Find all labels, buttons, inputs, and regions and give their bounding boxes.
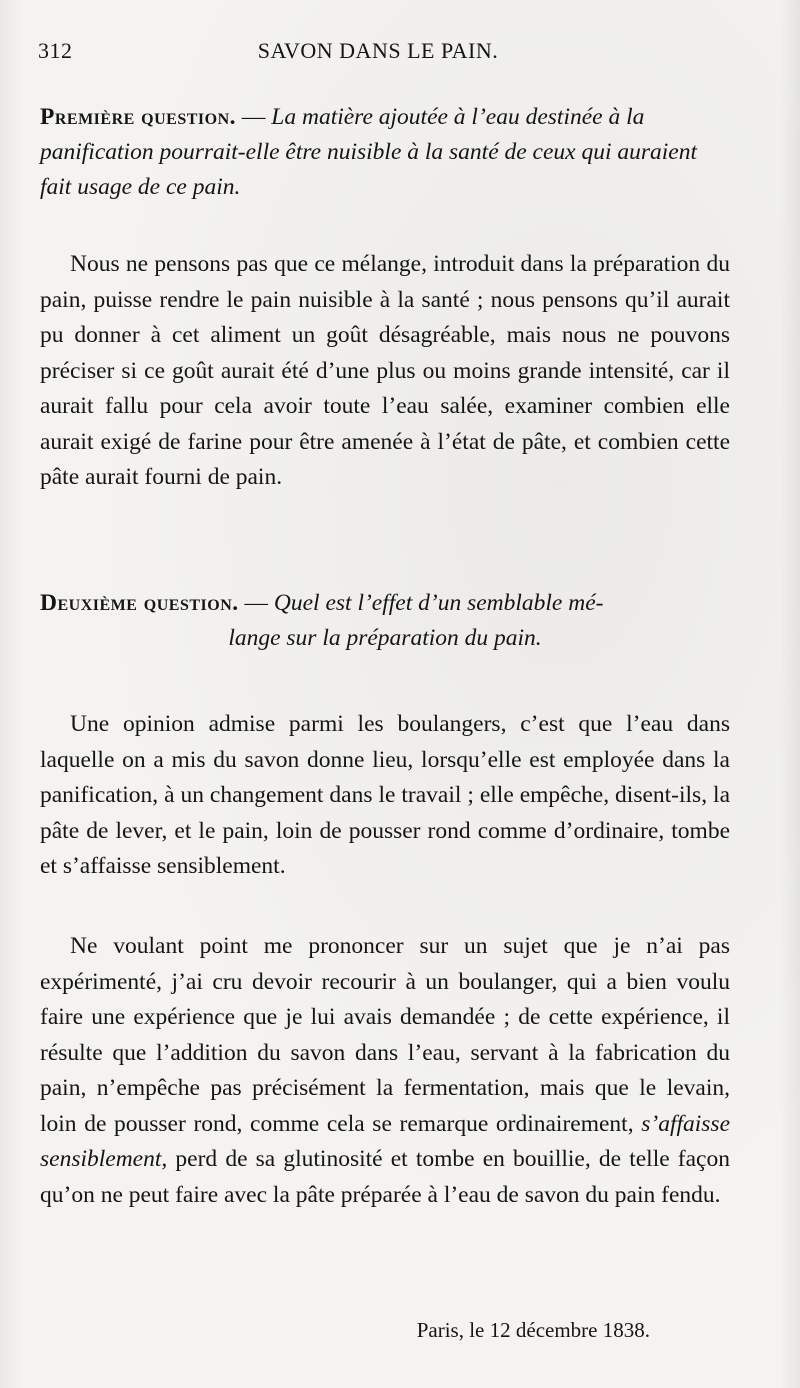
question-1-label: Première question. [40,104,237,130]
signature-date: Paris, le 12 décembre 1838. [416,1318,650,1342]
question-2-text-line1: Quel est l’effet d’un semblable mé- [273,590,604,616]
paragraph-3-italic: s’affaisse sensiblement, [40,1110,730,1172]
question-1-dash: — [236,104,272,130]
page-number: 312 [38,38,73,63]
paragraph-3-text-before: Ne voulant point me prononcer sur un sujet que je n’ai pas expérimenté, j’ai cru devoir recourir à un boulanger, qui a bien voulu faire une expérience que je lui avais demandée ; de cette expérience, il résulte que l’addition du savon dans l’eau, servant à la fabrication du pain, n’empêche pas précisément la fermentation, mais que le levain, loin de pousser rond, comme cela se remarque ordinairement, [40,933,730,1137]
paragraph-3 [40,929,730,1213]
question-1 [40,100,730,205]
question-2 [40,586,730,656]
question-2-label: Deuxième question. [40,590,239,616]
paragraph-1: Nous ne pensons pas que ce mélange, introduit dans la préparation du pain, puisse rendre le pain nuisible à la santé ; nous pensons qu’il aurait pu donner à cet aliment un goût désagréable, mais nous ne pouvons préciser si ce goût aurait été d’une plus ou moins grande intensité, car il aurait fallu pour cela avoir toute l’eau salée, examiner combien elle aurait exigé de farine pour être amenée à l’état de pâte, et combien cette pâte aurait fourni de pain. [40,251,730,490]
paragraph-3-text-after: perd de sa glutinosité et tombe en bouillie, de telle façon qu’on ne peut faire avec la pâte préparée à l’eau de savon du pain fendu. [40,1146,730,1208]
page-header [38,38,718,68]
question-1-text: La matière ajoutée à l’eau destinée à la panification pourrait-elle être nuisible à la santé de ceux qui auraient fait usage de ce pain. [40,104,698,200]
question-2-text-line2: lange sur la préparation du pain. [228,625,542,651]
paragraph-2: Une opinion admise parmi les boulangers, c’est que l’eau dans laquelle on a mis du savon donne lieu, lorsqu’elle est employée dans la panification, à un changement dans le travail ; elle empêche, disent-ils, la pâte de lever, et le pain, loin de pousser rond comme d’ordinaire, tombe et s’affaisse sensiblement. [40,711,730,879]
running-head: SAVON DANS LE PAIN. [257,38,499,63]
question-2-dash: — [238,590,274,616]
